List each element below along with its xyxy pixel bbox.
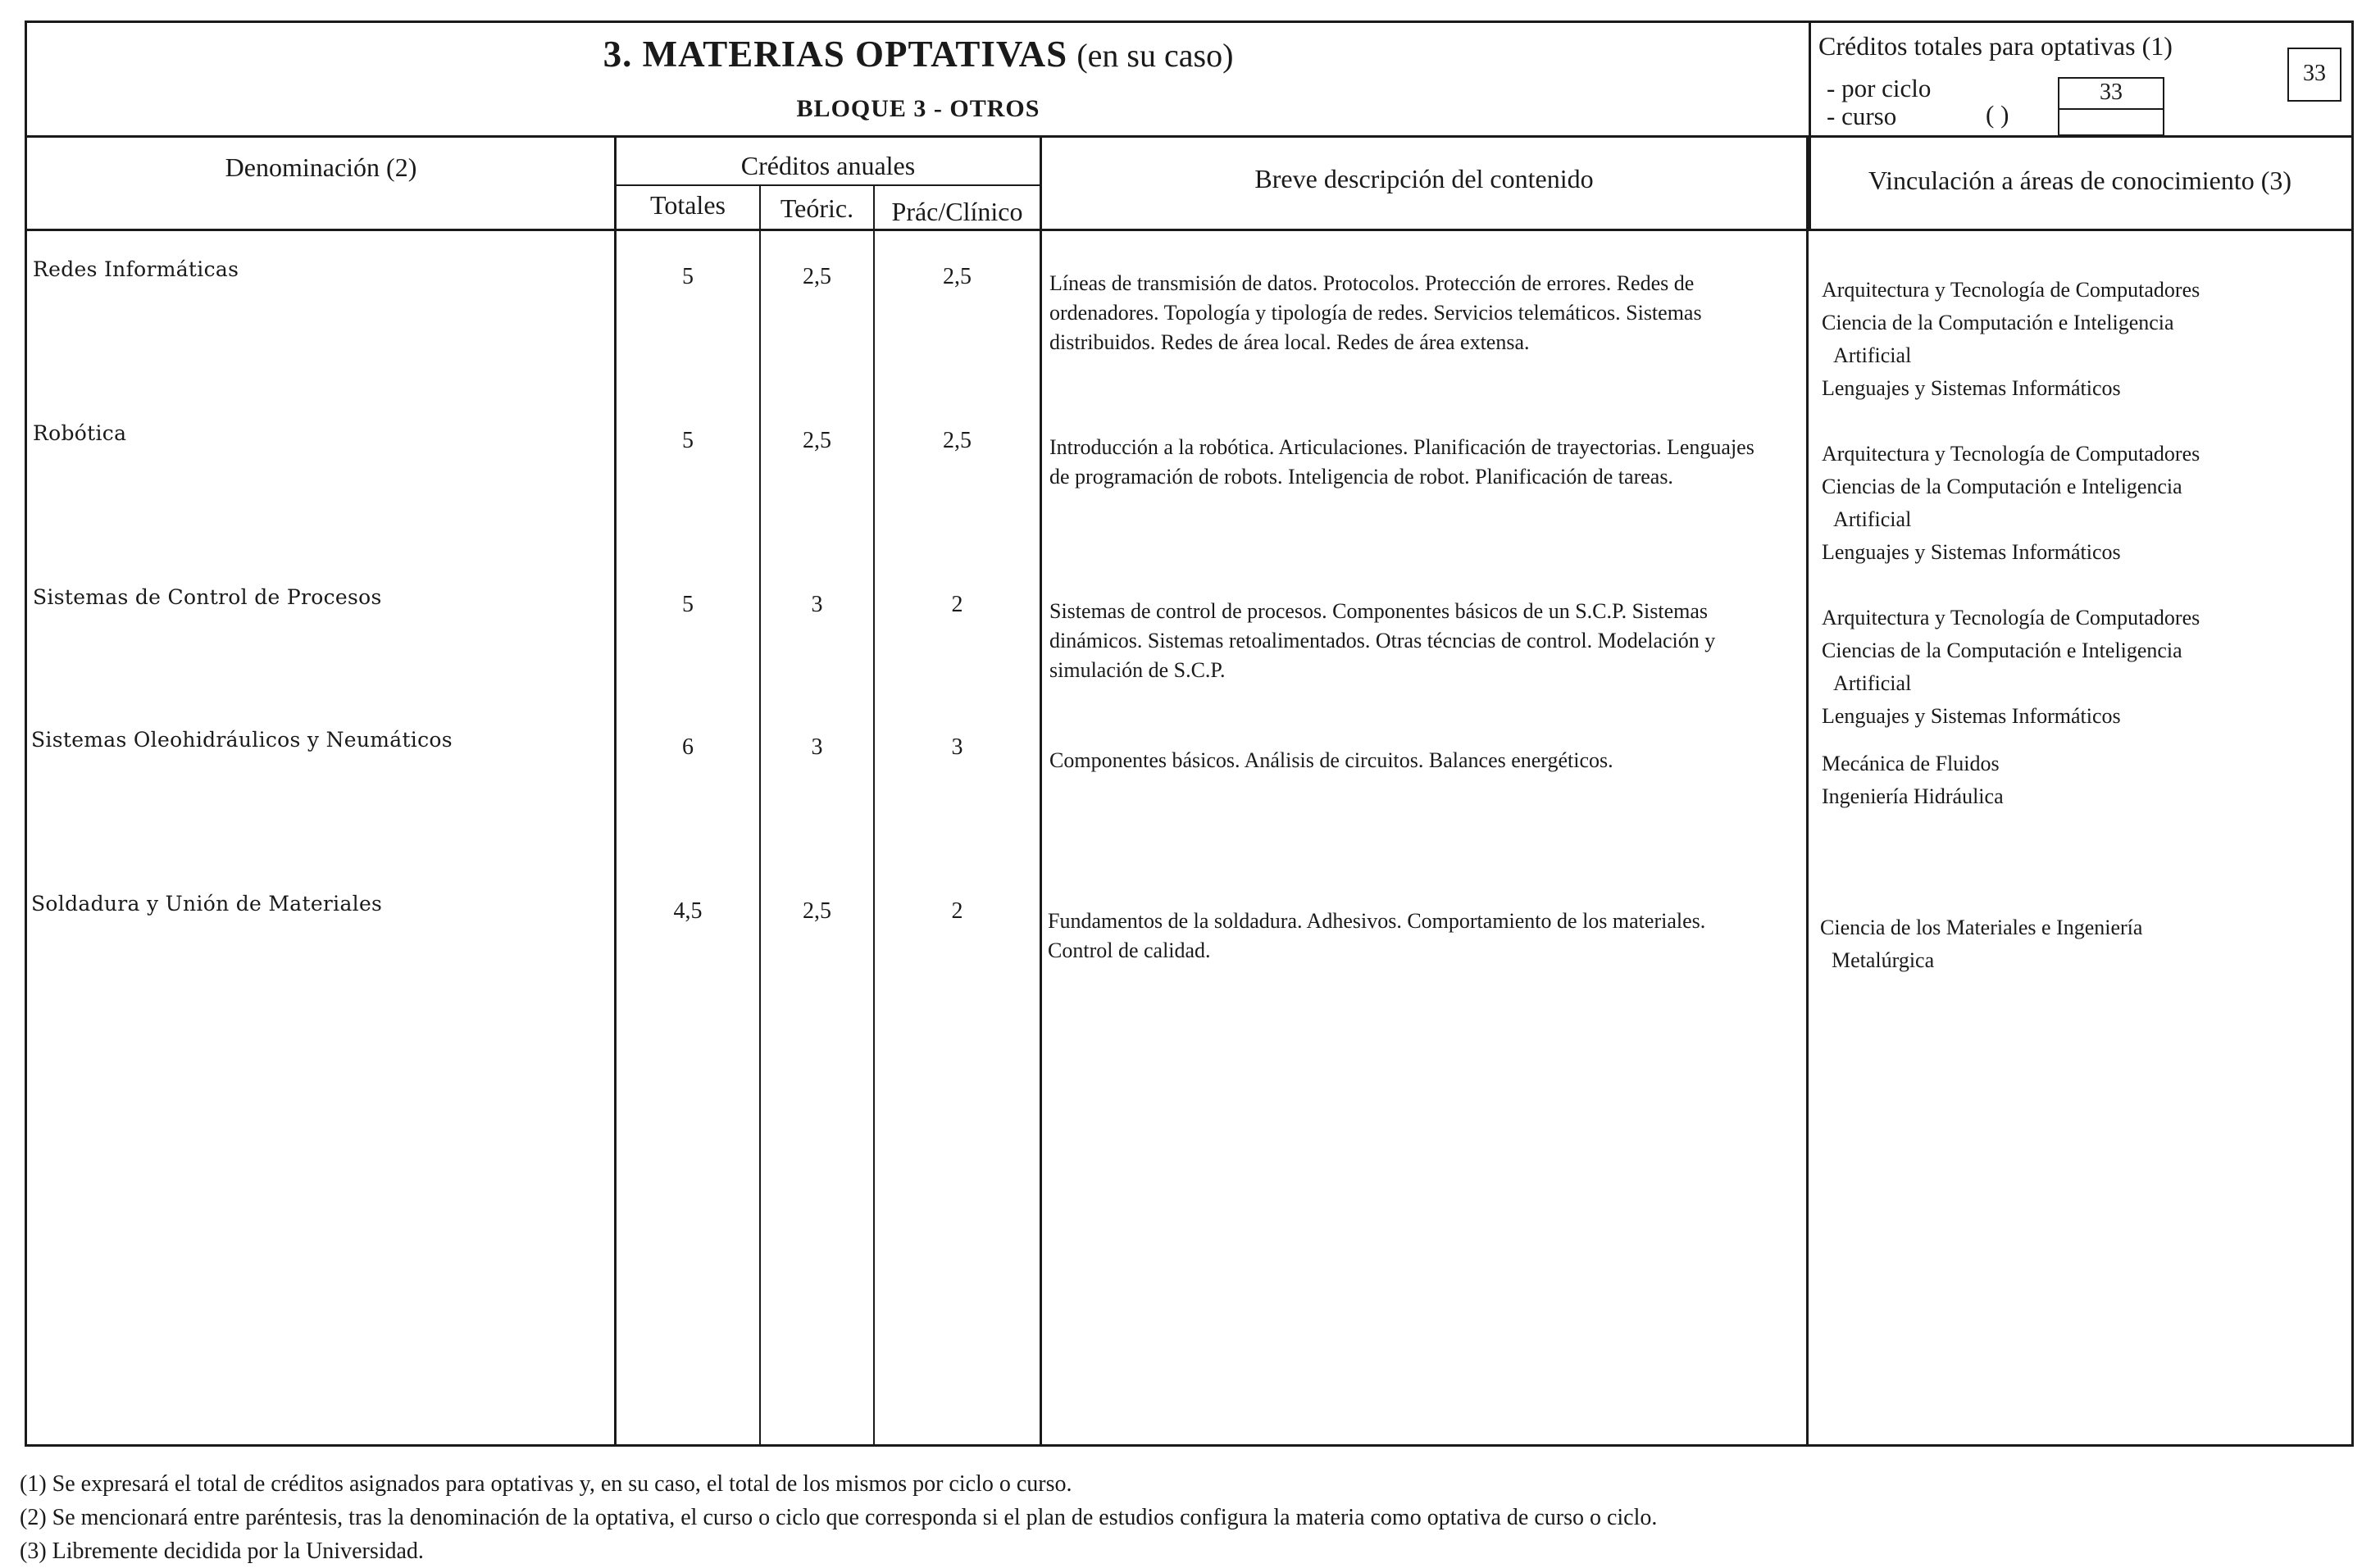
- row-teoric: 2,5: [803, 428, 831, 453]
- row-teoric: 2,5: [803, 264, 831, 289]
- row-totales: 5: [682, 592, 694, 617]
- title-note: (en su caso): [1076, 37, 1234, 74]
- divider-teoric: [873, 185, 875, 1445]
- row-teoric: 3: [811, 592, 823, 617]
- row-prac: 2: [951, 898, 963, 924]
- row-prac: 2: [951, 592, 963, 617]
- row-description: Fundamentos de la soldadura. Adhesivos. Comportamiento de los materiales. Control de calidad.: [1048, 909, 1706, 962]
- area-item: Artificial: [1833, 671, 1912, 695]
- footnote: (2) Se mencionará entre paréntesis, tras la denominación de la optativa, el curso o ciclo que corresponda si el plan de estudios configura la materia como optativa de curso o ciclo.: [20, 1505, 1658, 1530]
- divider-header-credits: [1809, 20, 1811, 230]
- col-prac: Prác/Clínico: [891, 197, 1023, 226]
- col-teoric: Teóric.: [780, 193, 854, 223]
- row-name: Redes Informáticas: [33, 257, 239, 281]
- row-areas: [1822, 602, 2200, 733]
- area-item: Lenguajes y Sistemas Informáticos: [1822, 540, 2121, 564]
- area-item: Metalúrgica: [1832, 948, 1935, 972]
- curso-box: [2058, 107, 2164, 136]
- col-creditos-anuales: Créditos anuales: [740, 151, 916, 180]
- row-totales: 5: [682, 428, 694, 453]
- table-bottom-border: [25, 1444, 2354, 1447]
- row-description: Líneas de transmisión de datos. Protocolos. Protección de errores. Redes de ordenadores. Topología y tipología de redes. Servicios telemáticos. Sistemas distribuidos. Redes de área local. Redes de área extensa.: [1049, 271, 1702, 354]
- area-item: Mecánica de Fluidos: [1822, 752, 2000, 775]
- area-item: Lenguajes y Sistemas Informáticos: [1822, 704, 2121, 728]
- row-prac: 2,5: [943, 428, 972, 453]
- row-areas: [1820, 911, 2142, 977]
- area-item: Arquitectura y Tecnología de Computadores: [1822, 278, 2200, 302]
- row-areas: [1822, 748, 2004, 813]
- divider-denominacion: [614, 136, 617, 1445]
- row-description: Sistemas de control de procesos. Componentes básicos de un S.C.P. Sistemas dinámicos. Sistemas retoalimentados. Otras técncias de control. Modelación y simulación de S.C.P.: [1049, 599, 1716, 682]
- divider-descripcion: [1806, 136, 1809, 1445]
- header-bottom-rule: [25, 135, 2354, 138]
- por-ciclo-box: 33: [2058, 77, 2164, 110]
- row-teoric: 2,5: [803, 898, 831, 924]
- row-prac: 2,5: [943, 264, 972, 289]
- row-prac: 3: [951, 734, 963, 760]
- row-teoric: 3: [811, 734, 823, 760]
- row-description: Componentes básicos. Análisis de circuitos. Balances energéticos.: [1049, 748, 1613, 772]
- area-item: Arquitectura y Tecnología de Computadores: [1822, 442, 2200, 466]
- divider-totales: [759, 185, 761, 1445]
- area-item: Artificial: [1833, 343, 1912, 367]
- credits-subhead-rule: [614, 184, 1042, 186]
- area-item: Ingeniería Hidráulica: [1822, 784, 2004, 808]
- area-item: Arquitectura y Tecnología de Computadores: [1822, 606, 2200, 629]
- table-left-border: [25, 20, 27, 1447]
- col-totales: Totales: [650, 190, 726, 220]
- table-top-border: [25, 20, 2353, 23]
- row-totales: 5: [682, 264, 694, 289]
- area-item: Ciencia de la Computación e Inteligencia: [1822, 311, 2174, 334]
- col-vinculacion: Vinculación a áreas de conocimiento (3): [1868, 166, 2292, 195]
- row-name: Sistemas Oleohidráulicos y Neumáticos: [31, 728, 453, 752]
- area-item: Artificial: [1833, 507, 1912, 531]
- row-name: Sistemas de Control de Procesos: [33, 585, 382, 609]
- area-item: Ciencia de los Materiales e Ingeniería: [1820, 916, 2143, 939]
- colhead-bottom-rule: [25, 229, 2354, 231]
- row-name: Soldadura y Unión de Materiales: [31, 892, 383, 916]
- row-areas: [1822, 274, 2200, 405]
- col-denominacion: Denominación (2): [225, 152, 417, 182]
- area-item: Ciencias de la Computación e Inteligencia: [1822, 639, 2182, 662]
- page-title: [33, 33, 1804, 75]
- title-main: 3. MATERIAS OPTATIVAS: [603, 34, 1068, 75]
- row-totales: 4,5: [673, 898, 703, 924]
- divider-prac: [1040, 136, 1042, 1445]
- row-totales: 6: [682, 734, 694, 760]
- footnotes: [20, 1467, 1657, 1568]
- curso-paren: ( ): [1986, 100, 2009, 129]
- area-item: Lenguajes y Sistemas Informáticos: [1822, 376, 2121, 400]
- por-ciclo-label: - por ciclo: [1827, 74, 1932, 102]
- page-subtitle: BLOQUE 3 - OTROS: [796, 95, 1040, 122]
- footnote: (1) Se expresará el total de créditos asignados para optativas y, en su caso, el total de los mismos por ciclo o curso.: [20, 1471, 1072, 1497]
- row-name: Robótica: [33, 421, 127, 445]
- curso-label: - curso: [1827, 102, 1897, 130]
- credits-total-label: Créditos totales para optativas (1): [1818, 31, 2173, 61]
- row-description: Introducción a la robótica. Articulaciones. Planificación de trayectorias. Lenguajes de programación de robots. Inteligencia de robot. Planificación de tareas.: [1049, 435, 1754, 489]
- row-areas: [1822, 438, 2200, 569]
- col-descripcion: Breve descripción del contenido: [1254, 164, 1594, 193]
- total-credits-box: 33: [2287, 48, 2341, 102]
- table-right-border: [2351, 20, 2354, 1447]
- footnote: (3) Libremente decidida por la Universidad.: [20, 1538, 424, 1564]
- area-item: Ciencias de la Computación e Inteligencia: [1822, 475, 2182, 498]
